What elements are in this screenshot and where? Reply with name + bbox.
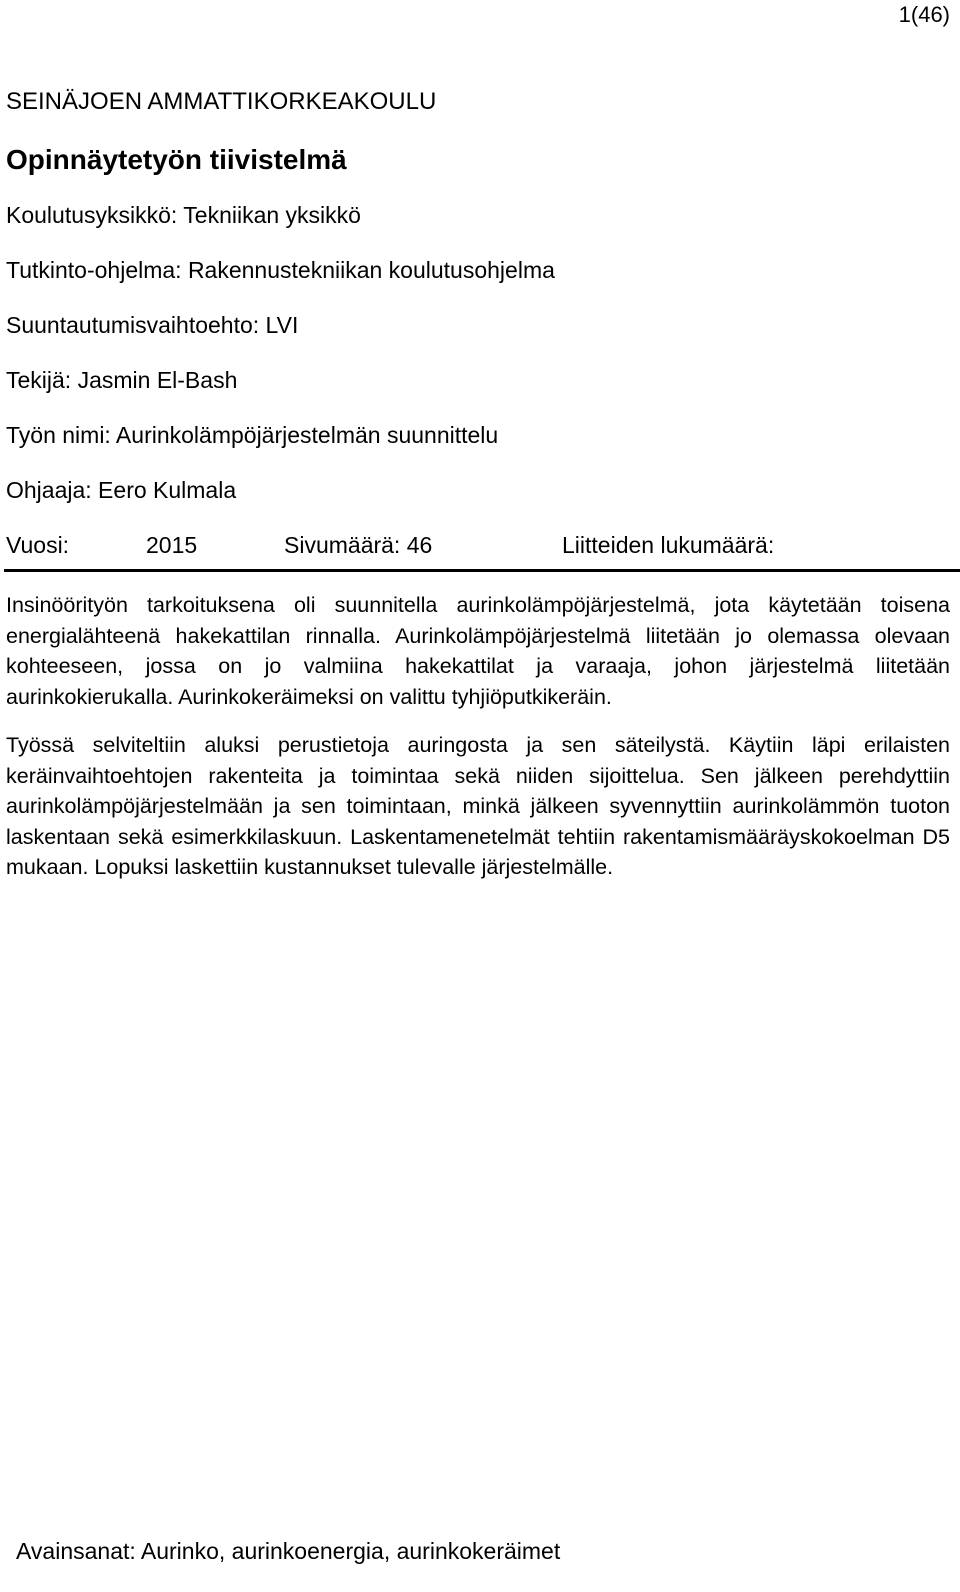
institution-name: SEINÄJOEN AMMATTIKORKEAKOULU <box>6 88 437 115</box>
meta-row <box>6 532 960 568</box>
year-label: Vuosi: <box>6 532 70 558</box>
abstract-paragraph: Työssä selviteltiin aluksi perustietoja auringosta ja sen säteilystä. Käytiin läpi erilaisten keräinvaihtoehtojen rakenteita ja toimintaa sekä niiden sijoittelua. Sen jälkeen perehdyttiin aurinkolämpöjärjestelmään ja sen toimintaan, minkä jälkeen syvennyttiin aurinkolämmön tuoton laskentaan sekä esimerkkilaskuun. Laskentamenetelmät tehtiin rakentamismääräyskokoelman D5 mukaan. Lopuksi laskettiin kustannukset tulevalle järjestelmälle. <box>6 733 950 879</box>
field-orientation: Suuntautumisvaihtoehto: LVI <box>6 312 299 338</box>
abstract-body <box>6 590 950 901</box>
field-degree: Tutkinto-ohjelma: Rakennustekniikan koulutusohjelma <box>6 257 555 283</box>
field-work-name: Työn nimi: Aurinkolämpöjärjestelmän suunnittelu <box>6 422 499 448</box>
page-number: 1(46) <box>898 2 950 27</box>
horizontal-rule <box>4 569 960 572</box>
page-count: Sivumäärä: 46 <box>284 532 433 558</box>
field-unit: Koulutusyksikkö: Tekniikan yksikkö <box>6 202 361 228</box>
field-author: Tekijä: Jasmin El-Bash <box>6 367 238 393</box>
appendix-count: Liitteiden lukumäärä: <box>562 532 775 558</box>
year-value: 2015 <box>146 532 198 558</box>
document-title: Opinnäytetyön tiivistelmä <box>6 144 347 175</box>
keywords: Avainsanat: Aurinko, aurinkoenergia, aurinkokeräimet <box>16 1538 561 1564</box>
abstract-paragraph: Insinöörityön tarkoituksena oli suunnitella aurinkolämpöjärjestelmä, jota käytetään toisena energialähteenä hakekattilan rinnalla. Aurinkolämpöjärjestelmä liitetään jo olemassa olevaan kohteeseen, jossa on jo valmiina hakekattilat ja varaaja, johon järjestelmä liitetään aurinkokierukalla. Aurinkokeräimeksi on valittu tyhjiöputkikeräin. <box>6 593 950 709</box>
field-supervisor: Ohjaaja: Eero Kulmala <box>6 477 237 503</box>
